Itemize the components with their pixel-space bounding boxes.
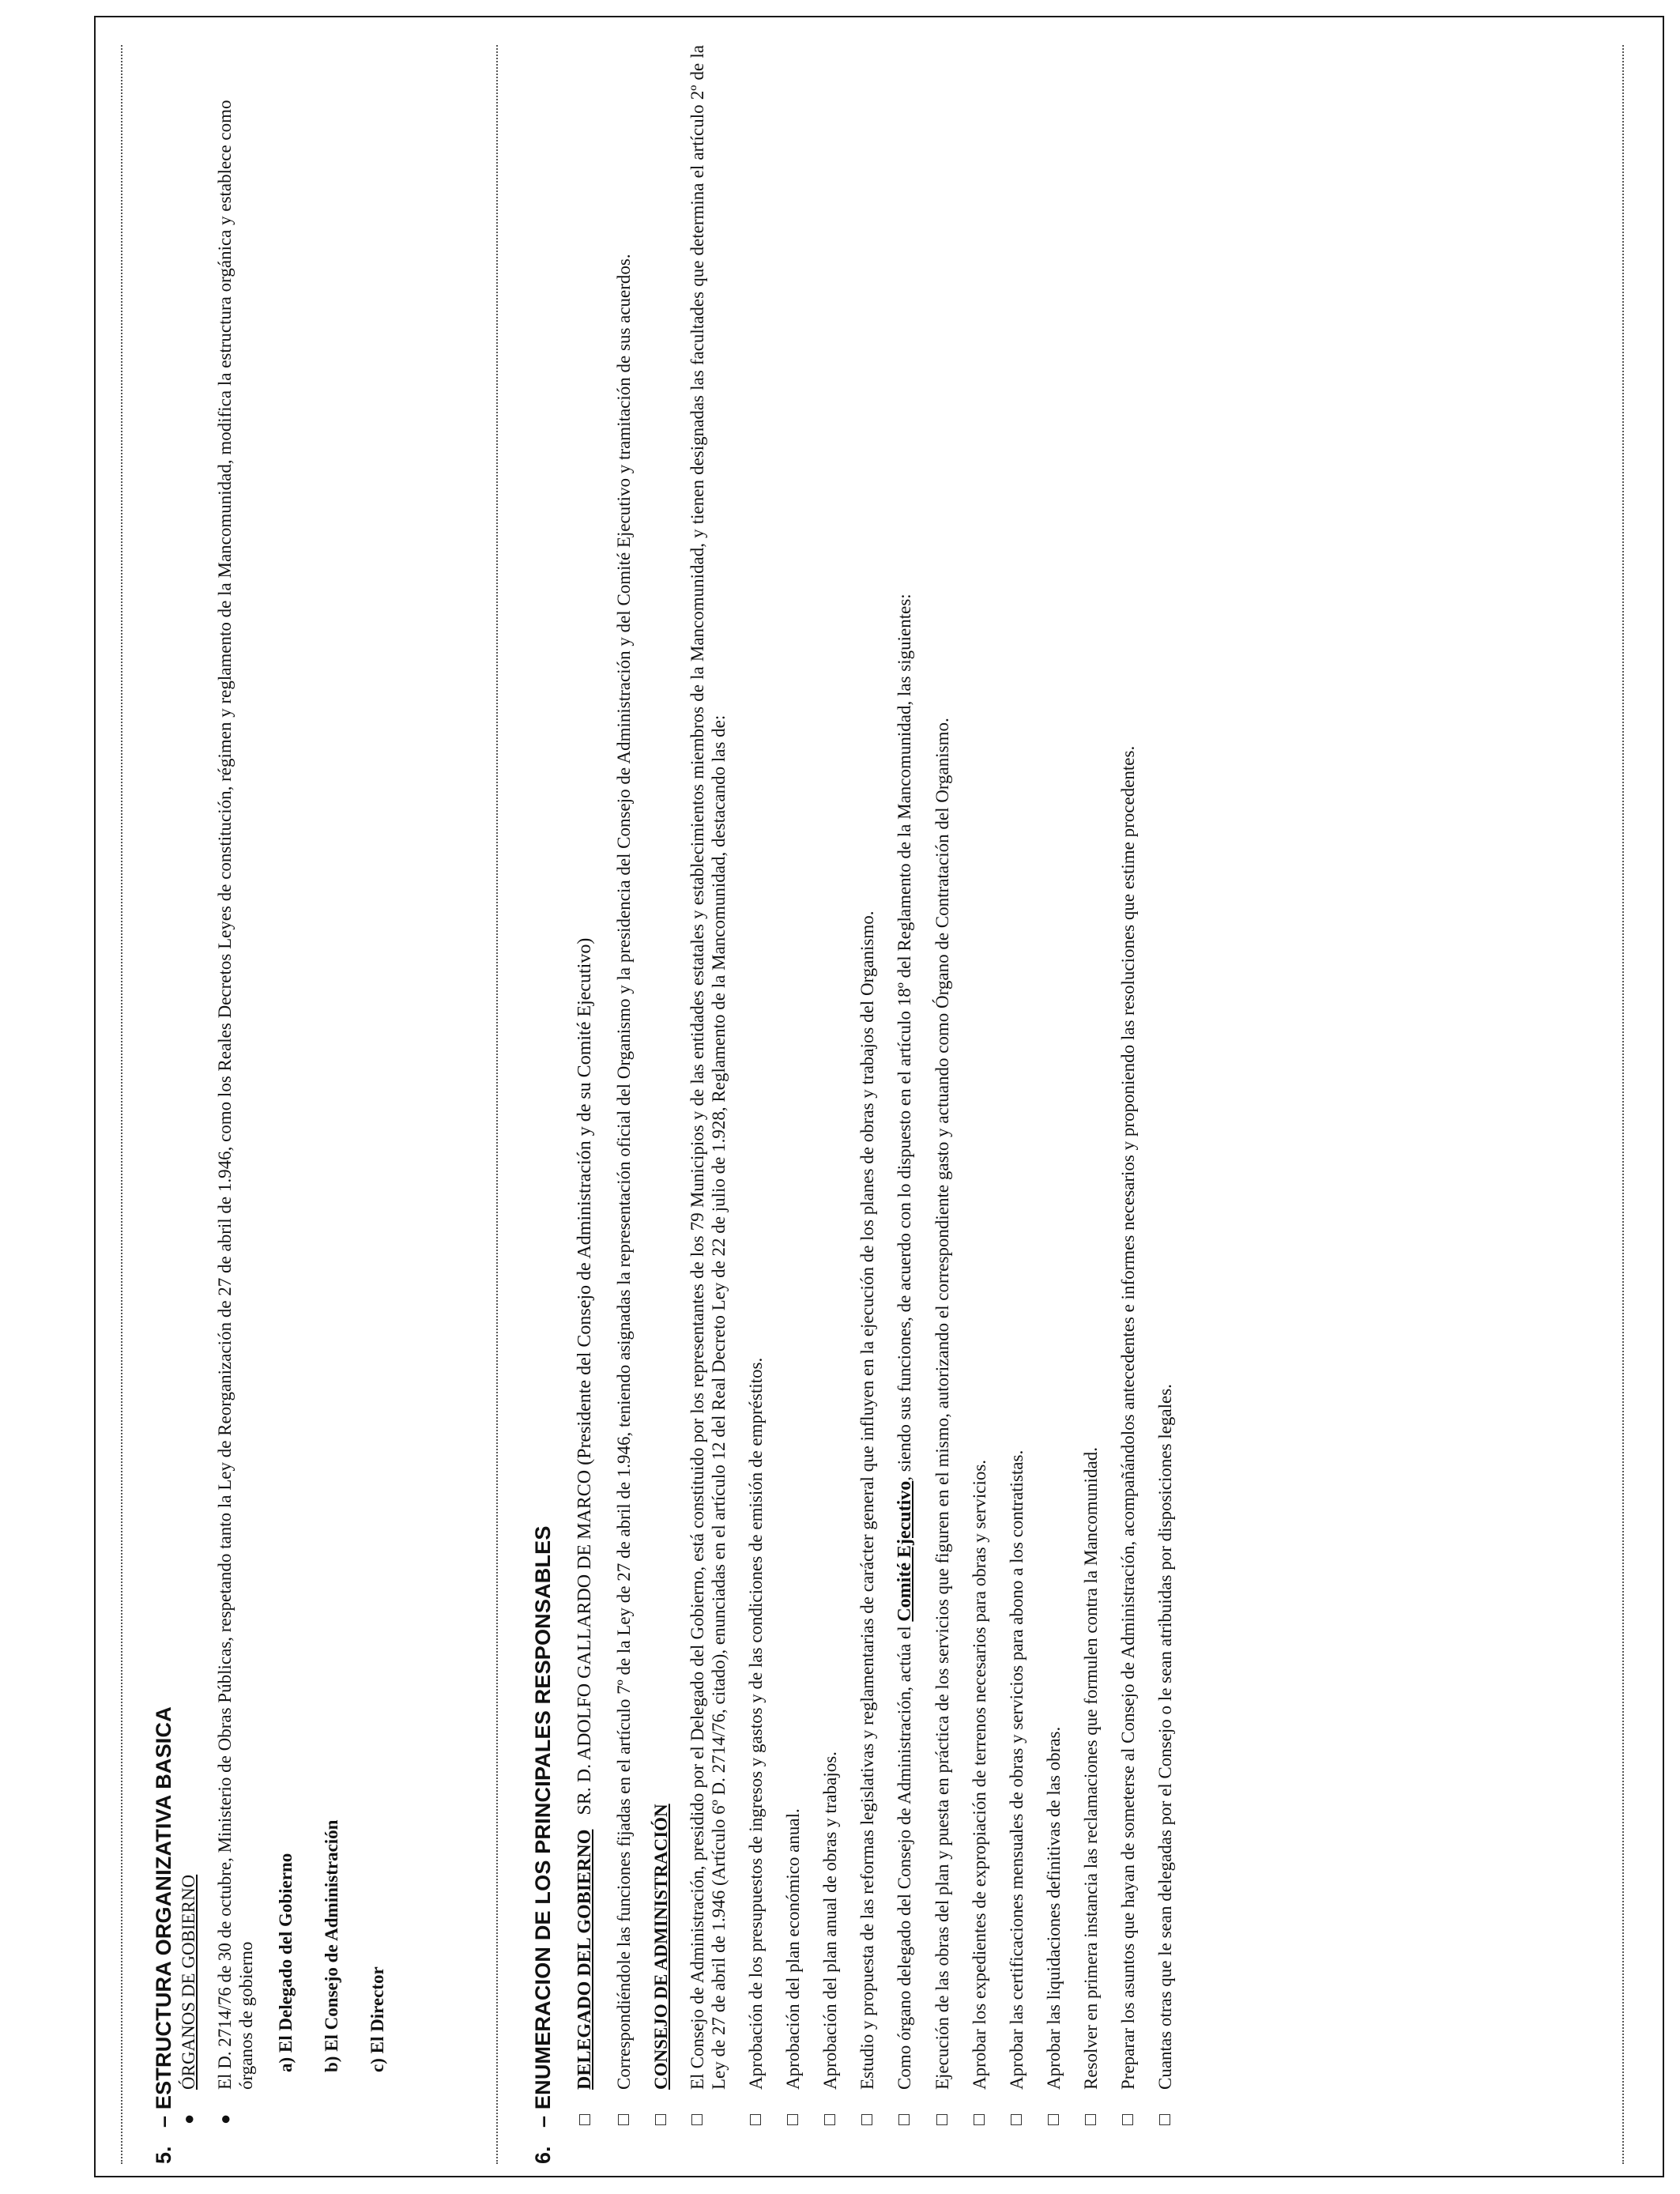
delegado-row (574, 45, 596, 2164)
item-row (1043, 45, 1064, 2164)
item-liquidaciones: Aprobar las liquidaciones definitivas de las obras. (1044, 1726, 1064, 2090)
rotated-page (121, 45, 1638, 2164)
organos-subtitle: ÓRGANOS DE GOBIERNO (179, 1874, 198, 2090)
item-plan-obras: Aprobación del plan anual de obras y trabajos. (820, 1751, 840, 2090)
checkbox-square-icon (750, 2114, 761, 2125)
item-row (782, 45, 804, 2164)
bullet-organos (178, 45, 200, 2164)
delegado-name: SR. D. ADOLFO GALLARDO DE MARCO (Presidente del Consejo de Administración y de su Comité Ejecutivo) (574, 937, 595, 1815)
organs-list (274, 45, 412, 2164)
organ-director: c) El Director (367, 1966, 387, 2072)
section-5 (149, 45, 412, 2164)
dotted-divider-top (121, 45, 122, 2164)
section-6-title: – ENUMERACION DE LOS PRINCIPALES RESPONSABLES (531, 1525, 555, 2128)
bullet-dot-icon: ● (215, 2113, 235, 2124)
comite-pre: Como órgano delegado del Consejo de Administración, actúa el (895, 1626, 914, 2090)
decreto-paragraph: El D. 2714/76 de 30 de octubre, Ministerio de Obras Públicas, respetando tanto la Ley de Reorganización de 27 de abril de 1.946, como los Reales Decretos Leyes de constitución, régimen y reglamento de la Mancomunidad, modifica la estructura orgánica y establece como órganos de gobierno (215, 100, 256, 2090)
responsables-list (574, 45, 1176, 2164)
item-row (1006, 45, 1027, 2164)
item-row (1117, 45, 1139, 2164)
consejo-text: El Consejo de Administración, presidido por el Delegado del Gobierno, está constituido por los representantes de los 79 Municipios y de las entidades estatales y establecimientos miembros de la Mancomunidad, y tienen designadas las facultades que determina el artículo 2º de la Ley de 27 de abril de 1.946 (Artículo 6º D. 2714/76, citado), enunciadas en el artículo 12 del Real Decreto Ley de 22 de julio de 1.928, Reglamento de la Mancomunidad, destacando las de: (687, 45, 729, 2090)
section-6-heading (529, 45, 557, 2164)
organ-delegado: a) El Delegado del Gobierno (276, 1853, 296, 2072)
checkbox-square-icon (787, 2114, 798, 2125)
item-row (969, 45, 990, 2164)
consejo-text-row (687, 45, 729, 2164)
dotted-divider-middle (496, 45, 498, 2164)
item-expropiacion: Aprobar los expedientes de expropiación de terrenos necesarios para obras y servicios. (970, 1459, 989, 2090)
checkbox-square-icon (861, 2114, 872, 2125)
item-row (745, 45, 767, 2164)
checkbox-square-icon (1011, 2114, 1022, 2125)
item-row (1155, 45, 1176, 2164)
comite-heading: Comité Ejecutivo (895, 1480, 915, 1622)
bullet-dot-icon: ● (179, 2113, 198, 2124)
bullet-decreto (214, 45, 257, 2164)
checkbox-square-icon (1159, 2114, 1170, 2125)
consejo-heading-row (650, 45, 672, 2164)
delegado-text-row (613, 45, 635, 2164)
item-ejecucion: Ejecución de las obras del plan y puesta en práctica de los servicios que figuren en el mismo, autorizando el correspondiente gasto y actuando como Órgano de Contratación del Organismo. (932, 718, 952, 2090)
section-6 (529, 45, 1176, 2164)
comite-row (894, 45, 916, 2164)
checkbox-square-icon (655, 2114, 666, 2125)
item-plan-economico: Aprobación del plan económico anual. (783, 1808, 803, 2090)
item-row (1080, 45, 1102, 2164)
checkbox-square-icon (824, 2114, 835, 2125)
checkbox-square-icon (974, 2114, 985, 2125)
section-6-number: 6. (531, 2146, 555, 2164)
item-cuantas-otras: Cuantas otras que le sean delegadas por el Consejo o le sean atribuidas por disposiciones legales. (1155, 1384, 1175, 2090)
item-certificaciones: Aprobar las certificaciones mensuales de obras y servicios para abono a los contratistas. (1007, 1449, 1026, 2090)
section-5-number: 5. (152, 2146, 175, 2164)
checkbox-square-icon (618, 2114, 629, 2125)
checkbox-square-icon (1122, 2114, 1133, 2125)
checkbox-square-icon (1085, 2114, 1096, 2125)
checkbox-square-icon (691, 2114, 703, 2125)
item-presupuestos: Aprobación de los presupuestos de ingresos y gastos y de las condiciones de emisión de empréstitos. (746, 1357, 766, 2090)
item-reclamaciones: Resolver en primera instancia las reclamaciones que formulen contra la Mancomunidad. (1081, 1447, 1101, 2090)
section-5-heading (149, 45, 178, 2164)
delegado-heading: DELEGADO DEL GOBIERNO (574, 1829, 595, 2090)
item-row (857, 45, 878, 2164)
item-estudio: Estudio y propuesta de las reformas legislativas y reglamentarias de carácter general que influyen en la ejecución de los planes de obras y trabajos del Organismo. (857, 910, 877, 2090)
checkbox-square-icon (936, 2114, 947, 2125)
dotted-divider-bottom (1622, 45, 1624, 2164)
section-5-title: – ESTRUCTURA ORGANIZATIVA BASICA (152, 1706, 175, 2128)
checkbox-square-icon (898, 2114, 910, 2125)
checkbox-square-icon (579, 2114, 590, 2125)
consejo-heading: CONSEJO DE ADMINISTRACIÓN (651, 1804, 671, 2090)
comite-post: , siendo sus funciones, de acuerdo con lo dispuesto en el artículo 18º del Reglamento de la Mancomunidad, las siguientes: (895, 594, 914, 1481)
organ-consejo: b) El Consejo de Administración (322, 1819, 341, 2072)
delegado-text: Correspondiéndole las funciones fijadas en el artículo 7º de la Ley de 27 de abril de 1.946, teniendo asignadas la representación oficial del Organismo y la presidencia del Consejo de Administración y del Comité Ejecutivo y tramitación de sus acuerdos. (614, 254, 634, 2090)
item-row (819, 45, 841, 2164)
item-row (932, 45, 953, 2164)
checkbox-square-icon (1048, 2114, 1059, 2125)
item-preparar: Preparar los asuntos que hayan de someterse al Consejo de Administración, acompañándolos antecedentes e informes necesarios y proponiendo las resoluciones que estime procedentes. (1118, 745, 1138, 2090)
